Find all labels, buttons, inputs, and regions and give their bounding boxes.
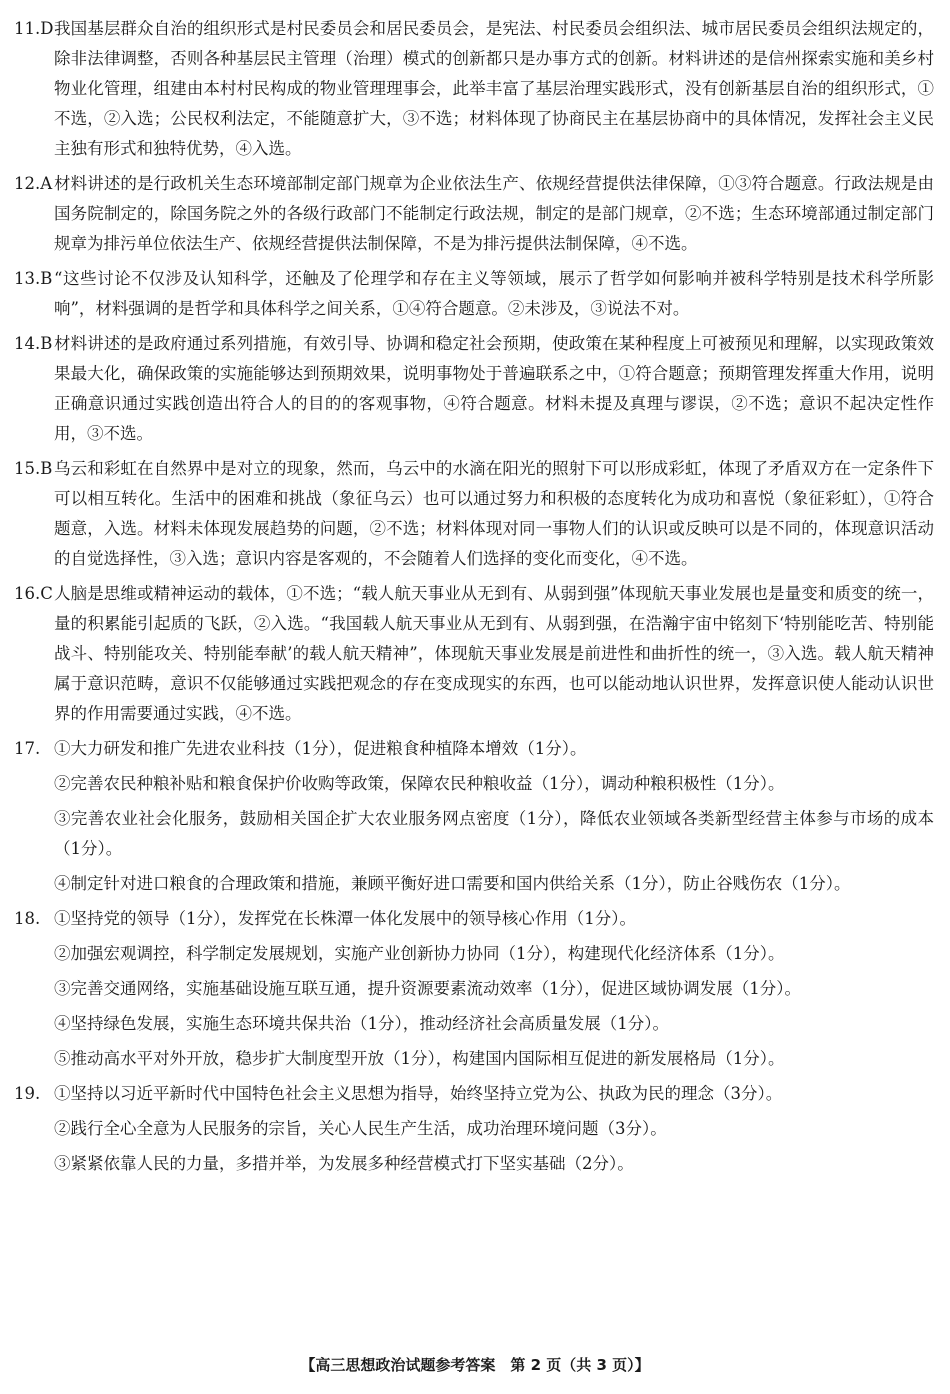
scoring-point: ④坚持绿色发展，实施生态环境共保共治（1分），推动经济社会高质量发展（1分）。 (54, 1014, 669, 1033)
q19-point-3 (14, 1149, 934, 1179)
q17-point-2 (14, 769, 934, 799)
answer-16 (14, 579, 934, 729)
scoring-point: ②加强宏观调控，科学制定发展规划，实施产业创新协力协同（1分），构建现代化经济体系（1分）。 (54, 944, 785, 963)
answer-explanation: 我国基层群众自治的组织形式是村民委员会和居民委员会，是宪法、村民委员会组织法、城市居民委员会组织法规定的，除非法律调整，否则各种基层民主管理（治理）模式的创新都只是办事方式的创新。材料讲述的是信州探索实施和美乡村物业化管理，组建由本村村民构成的物业管理理事会，此举丰富了基层治理实践形式，没有创新基层自治的组织形式，①不选，②入选；公民权利法定，不能随意扩大，③不选；材料体现了协商民主在基层协商中的具体情况，发挥社会主义民主独有形式和独特优势，④入选。 (54, 19, 934, 158)
scoring-point: ①坚持以习近平新时代中国特色社会主义思想为指导，始终坚持立党为公、执政为民的理念（3分）。 (54, 1084, 783, 1103)
answer-number: 16.C (14, 584, 53, 603)
q18-point-4 (14, 1009, 934, 1039)
answer-number: 12.A (14, 174, 53, 193)
scoring-point: ③完善交通网络，实施基础设施互联互通，提升资源要素流动效率（1分），促进区域协调发展（1分）。 (54, 979, 801, 998)
question-number: 17. (14, 739, 41, 758)
answer-11 (14, 14, 934, 164)
scoring-point: ①大力研发和推广先进农业科技（1分），促进粮食种植降本增效（1分）。 (54, 739, 587, 758)
scoring-point: ②践行全心全意为人民服务的宗旨，关心人民生产生活，成功治理环境问题（3分）。 (54, 1119, 667, 1138)
scoring-point: ③紧紧依靠人民的力量，多措并举，为发展多种经营模式打下坚实基础（2分）。 (54, 1154, 634, 1173)
answer-explanation: 材料讲述的是行政机关生态环境部制定部门规章为企业依法生产、依规经营提供法律保障，①③符合题意。行政法规是由国务院制定的，除国务院之外的各级行政部门不能制定行政法规，制定的是部门规章，②不选；生态环境部通过制定部门规章为排污单位依法生产、依规经营提供法制保障，不是为排污提供法制保障，④不选。 (54, 174, 934, 253)
answer-number: 13.B (14, 269, 53, 288)
q17-point-4 (14, 869, 934, 899)
q18-point-5 (14, 1044, 934, 1074)
q17-point-1 (14, 734, 934, 764)
answer-13 (14, 264, 934, 324)
answer-number: 14.B (14, 334, 53, 353)
answer-15 (14, 454, 934, 574)
scoring-point: ①坚持党的领导（1分），发挥党在长株潭一体化发展中的领导核心作用（1分）。 (54, 909, 636, 928)
q19-point-1 (14, 1079, 934, 1109)
q18-point-1 (14, 904, 934, 934)
scoring-point: ②完善农民种粮补贴和粮食保护价收购等政策，保障农民种粮收益（1分），调动种粮积极性（1分）。 (54, 774, 785, 793)
answer-14 (14, 329, 934, 449)
q17-point-3 (14, 804, 934, 864)
question-number: 18. (14, 909, 41, 928)
scoring-point: ③完善农业社会化服务，鼓励相关国企扩大农业服务网点密度（1分），降低农业领域各类新型经营主体参与市场的成本（1分）。 (54, 809, 934, 858)
answer-number: 11.D (14, 19, 54, 38)
page-footer: 【高三思想政治试题参考答案 第 2 页（共 3 页）】 (300, 1356, 650, 1374)
q19-point-2 (14, 1114, 934, 1144)
q18-point-2 (14, 939, 934, 969)
scoring-point: ⑤推动高水平对外开放，稳步扩大制度型开放（1分），构建国内国际相互促进的新发展格局（1分）。 (54, 1049, 785, 1068)
answer-explanation: 材料讲述的是政府通过系列措施，有效引导、协调和稳定社会预期，使政策在某种程度上可被预见和理解，以实现政策效果最大化，确保政策的实施能够达到预期效果，说明事物处于普遍联系之中，①符合题意；预期管理发挥重大作用，说明正确意识通过实践创造出符合人的目的的客观事物，④符合题意。材料未提及真理与谬误，②不选；意识不起决定性作用，③不选。 (54, 334, 934, 443)
question-number: 19. (14, 1084, 41, 1103)
answer-explanation: “这些讨论不仅涉及认知科学，还触及了伦理学和存在主义等领域，展示了哲学如何影响并被科学特别是技术科学所影响”，材料强调的是哲学和具体科学之间关系，①④符合题意。②未涉及，③说法不对。 (54, 269, 934, 318)
answer-list (14, 14, 934, 1184)
answer-12 (14, 169, 934, 259)
answer-number: 15.B (14, 459, 53, 478)
answer-explanation: 人脑是思维或精神运动的载体，①不选；“载人航天事业从无到有、从弱到强”体现航天事业发展也是量变和质变的统一，量的积累能引起质的飞跃，②入选。“我国载人航天事业从无到有、从弱到强，在浩瀚宇宙中铭刻下‘特别能吃苦、特别能战斗、特别能攻关、特别能奉献’的载人航天精神”，体现航天事业发展是前进性和曲折性的统一，③入选。载人航天精神属于意识范畴，意识不仅能够通过实践把观念的存在变成现实的东西，也可以能动地认识世界，发挥意识使人能动认识世界的作用需要通过实践，④不选。 (54, 584, 934, 723)
answer-explanation: 乌云和彩虹在自然界中是对立的现象，然而，乌云中的水滴在阳光的照射下可以形成彩虹，体现了矛盾双方在一定条件下可以相互转化。生活中的困难和挑战（象征乌云）也可以通过努力和积极的态度转化为成功和喜悦（象征彩虹），①符合题意，入选。材料未体现发展趋势的问题，②不选；材料体现对同一事物人们的认识或反映可以是不同的，体现意识活动的自觉选择性，③入选；意识内容是客观的，不会随着人们选择的变化而变化，④不选。 (54, 459, 934, 568)
q18-point-3 (14, 974, 934, 1004)
scoring-point: ④制定针对进口粮食的合理政策和措施，兼顾平衡好进口需要和国内供给关系（1分），防止谷贱伤农（1分）。 (54, 874, 851, 893)
